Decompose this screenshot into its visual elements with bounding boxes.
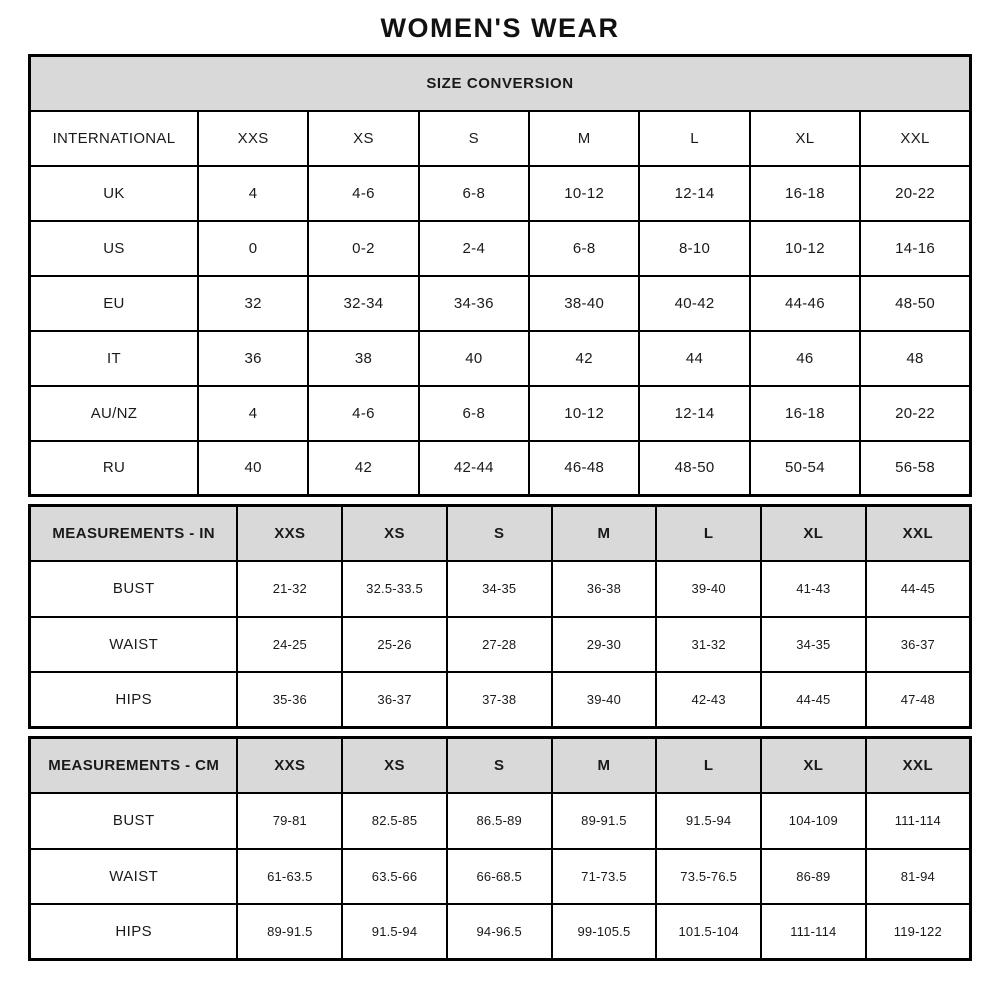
value-cell: 73.5-76.5 (656, 849, 761, 905)
value-cell: 34-35 (447, 561, 552, 617)
value-cell: 111-114 (761, 904, 866, 960)
size-conversion-columns-row (30, 111, 971, 166)
value-cell: 36-37 (342, 672, 447, 728)
column-header-l: L (639, 111, 749, 166)
value-cell: 2-4 (419, 221, 529, 276)
value-cell: 44-45 (866, 561, 971, 617)
value-cell: 4-6 (308, 166, 418, 221)
value-cell: 44-46 (750, 276, 860, 331)
size-conversion-banner-row (30, 56, 971, 111)
value-cell: 32-34 (308, 276, 418, 331)
value-cell: 44-45 (761, 672, 866, 728)
value-cell: 104-109 (761, 793, 866, 849)
value-cell: 56-58 (860, 441, 970, 496)
row-label: AU/NZ (30, 386, 198, 441)
size-header-xxl: XXL (866, 738, 971, 794)
measurements-cm-table (28, 736, 972, 961)
value-cell: 79-81 (237, 793, 342, 849)
value-cell: 39-40 (656, 561, 761, 617)
row-label: RU (30, 441, 198, 496)
value-cell: 29-30 (552, 617, 657, 673)
column-header-xxs: XXS (198, 111, 308, 166)
value-cell: 32.5-33.5 (342, 561, 447, 617)
value-cell: 71-73.5 (552, 849, 657, 905)
value-cell: 12-14 (639, 386, 749, 441)
row-label: IT (30, 331, 198, 386)
value-cell: 47-48 (866, 672, 971, 728)
row-label: BUST (30, 793, 238, 849)
value-cell: 50-54 (750, 441, 860, 496)
table-row (30, 386, 971, 441)
page-title: WOMEN'S WEAR (380, 13, 620, 43)
row-label: EU (30, 276, 198, 331)
value-cell: 111-114 (866, 793, 971, 849)
value-cell: 6-8 (529, 221, 639, 276)
value-cell: 48 (860, 331, 970, 386)
value-cell: 40 (198, 441, 308, 496)
row-label: WAIST (30, 849, 238, 905)
size-header-xs: XS (342, 738, 447, 794)
value-cell: 34-36 (419, 276, 529, 331)
value-cell: 89-91.5 (237, 904, 342, 960)
value-cell: 94-96.5 (447, 904, 552, 960)
table-row (30, 276, 971, 331)
value-cell: 119-122 (866, 904, 971, 960)
value-cell: 12-14 (639, 166, 749, 221)
size-header-l: L (656, 738, 761, 794)
value-cell: 36-37 (866, 617, 971, 673)
value-cell: 99-105.5 (552, 904, 657, 960)
row-label: BUST (30, 561, 238, 617)
column-header-xxl: XXL (860, 111, 970, 166)
value-cell: 40 (419, 331, 529, 386)
value-cell: 25-26 (342, 617, 447, 673)
size-header-xl: XL (761, 506, 866, 562)
value-cell: 38 (308, 331, 418, 386)
value-cell: 0 (198, 221, 308, 276)
value-cell: 82.5-85 (342, 793, 447, 849)
value-cell: 86.5-89 (447, 793, 552, 849)
value-cell: 27-28 (447, 617, 552, 673)
value-cell: 86-89 (761, 849, 866, 905)
value-cell: 61-63.5 (237, 849, 342, 905)
measurements-in-table (28, 504, 972, 729)
size-header-xs: XS (342, 506, 447, 562)
size-header-s: S (447, 506, 552, 562)
value-cell: 4-6 (308, 386, 418, 441)
value-cell: 38-40 (529, 276, 639, 331)
table-row (30, 849, 971, 905)
size-chart-page (28, 0, 972, 961)
value-cell: 81-94 (866, 849, 971, 905)
column-header-xl: XL (750, 111, 860, 166)
value-cell: 10-12 (529, 166, 639, 221)
value-cell: 41-43 (761, 561, 866, 617)
value-cell: 91.5-94 (656, 793, 761, 849)
value-cell: 32 (198, 276, 308, 331)
size-header-xxl: XXL (866, 506, 971, 562)
value-cell: 46-48 (529, 441, 639, 496)
table-row (30, 331, 971, 386)
size-header-xxs: XXS (237, 738, 342, 794)
size-header-s: S (447, 738, 552, 794)
row-label: HIPS (30, 672, 238, 728)
size-conversion-header: SIZE CONVERSION (30, 56, 971, 111)
table-row (30, 904, 971, 960)
measurements-cm-header: MEASUREMENTS - CM (30, 738, 238, 794)
value-cell: 6-8 (419, 386, 529, 441)
table-row (30, 617, 971, 673)
column-header-xs: XS (308, 111, 418, 166)
value-cell: 34-35 (761, 617, 866, 673)
table-row (30, 672, 971, 728)
size-conversion-table (28, 54, 972, 497)
table-row (30, 221, 971, 276)
value-cell: 42 (308, 441, 418, 496)
value-cell: 36 (198, 331, 308, 386)
table-row (30, 166, 971, 221)
value-cell: 21-32 (237, 561, 342, 617)
measurements-cm-header-row (30, 738, 971, 794)
size-header-xl: XL (761, 738, 866, 794)
value-cell: 24-25 (237, 617, 342, 673)
value-cell: 4 (198, 386, 308, 441)
value-cell: 10-12 (529, 386, 639, 441)
size-header-l: L (656, 506, 761, 562)
value-cell: 20-22 (860, 166, 970, 221)
value-cell: 46 (750, 331, 860, 386)
value-cell: 48-50 (860, 276, 970, 331)
size-header-m: M (552, 506, 657, 562)
value-cell: 66-68.5 (447, 849, 552, 905)
size-header-m: M (552, 738, 657, 794)
value-cell: 42-44 (419, 441, 529, 496)
column-header-s: S (419, 111, 529, 166)
value-cell: 6-8 (419, 166, 529, 221)
value-cell: 8-10 (639, 221, 749, 276)
value-cell: 31-32 (656, 617, 761, 673)
value-cell: 36-38 (552, 561, 657, 617)
row-label: HIPS (30, 904, 238, 960)
column-header-m: M (529, 111, 639, 166)
value-cell: 10-12 (750, 221, 860, 276)
value-cell: 42-43 (656, 672, 761, 728)
measurements-in-header: MEASUREMENTS - IN (30, 506, 238, 562)
table-row (30, 793, 971, 849)
value-cell: 37-38 (447, 672, 552, 728)
table-row (30, 561, 971, 617)
value-cell: 91.5-94 (342, 904, 447, 960)
value-cell: 101.5-104 (656, 904, 761, 960)
value-cell: 40-42 (639, 276, 749, 331)
value-cell: 35-36 (237, 672, 342, 728)
value-cell: 39-40 (552, 672, 657, 728)
value-cell: 44 (639, 331, 749, 386)
value-cell: 14-16 (860, 221, 970, 276)
value-cell: 4 (198, 166, 308, 221)
value-cell: 0-2 (308, 221, 418, 276)
value-cell: 16-18 (750, 166, 860, 221)
row-label: UK (30, 166, 198, 221)
column-header-international: INTERNATIONAL (30, 111, 198, 166)
table-row (30, 441, 971, 496)
measurements-in-header-row (30, 506, 971, 562)
value-cell: 20-22 (860, 386, 970, 441)
value-cell: 63.5-66 (342, 849, 447, 905)
value-cell: 89-91.5 (552, 793, 657, 849)
row-label: WAIST (30, 617, 238, 673)
size-header-xxs: XXS (237, 506, 342, 562)
value-cell: 48-50 (639, 441, 749, 496)
row-label: US (30, 221, 198, 276)
value-cell: 16-18 (750, 386, 860, 441)
value-cell: 42 (529, 331, 639, 386)
